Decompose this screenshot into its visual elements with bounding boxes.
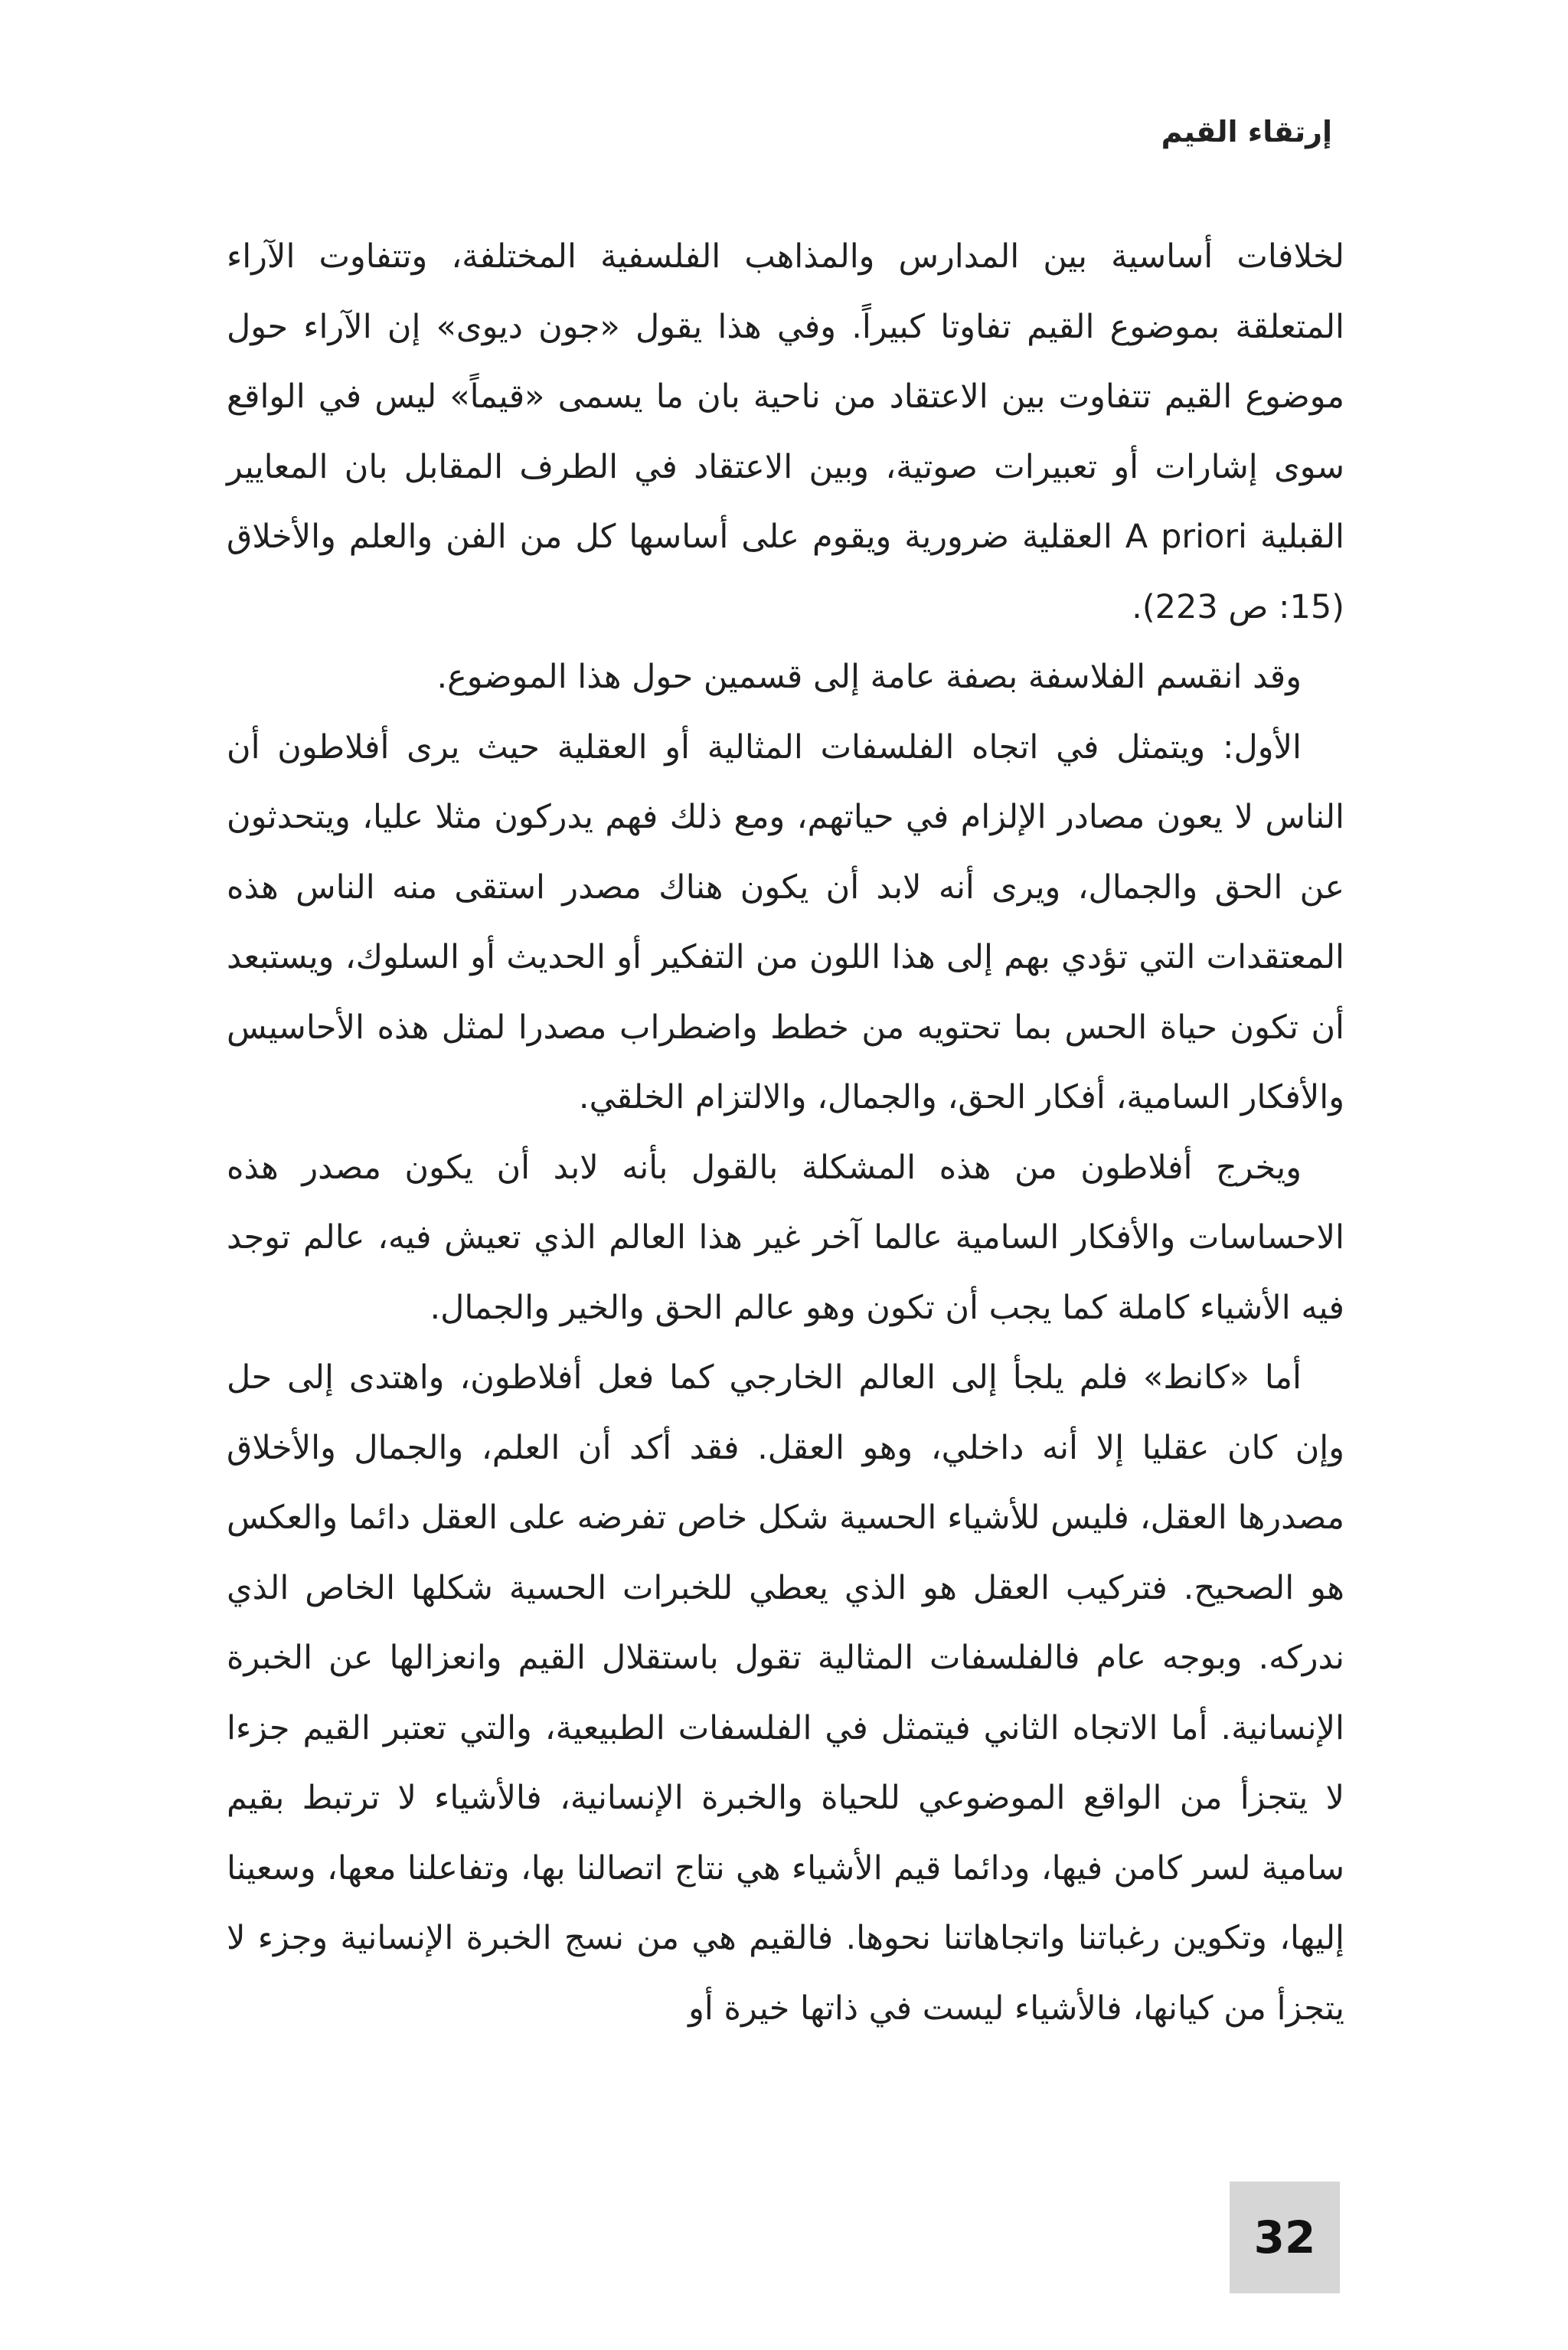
page-number: 32 <box>1253 2211 1316 2263</box>
paragraph: لخلافات أساسية بين المدارس والمذاهب الفلسفية المختلفة، وتتفاوت الآراء المتعلقة بموضوع القيم تفاوتا كبيراً. وفي هذا يقول «جون ديوى» إن الآراء حول موضوع القيم تتفاوت بين الاعتقاد من ناحية بان ما يسمى «قيماً» ليس في الواقع سوى إشارات أو تعبيرات صوتية، وبين الاعتقاد في الطرف المقابل بان المعايير القبلية A priori العقلية ضرورية ويقوم على أساسها كل من الفن والعلم والأخلاق (15: ص 223). <box>227 237 1344 626</box>
paragraph: وقد انقسم الفلاسفة بصفة عامة إلى قسمين حول هذا الموضوع. <box>436 658 1302 696</box>
page-number-box <box>1230 2182 1340 2293</box>
body-text <box>227 222 1344 2044</box>
paragraph: ويخرج أفلاطون من هذه المشكلة بالقول بأنه لابد أن يكون مصدر هذه الاحساسات والأفكار السامية عالما آخر غير هذا العالم الذي تعيش فيه، عالم توجد فيه الأشياء كاملة كما يجب أن تكون وهو عالم الحق والخير والجمال. <box>227 1148 1344 1327</box>
paragraph: أما «كانط» فلم يلجأ إلى العالم الخارجي كما فعل أفلاطون، واهتدى إلى حل وإن كان عقليا إلا أنه داخلي، وهو العقل. فقد أكد أن العلم، والجمال والأخلاق مصدرها العقل، فليس للأشياء الحسية شكل خاص تفرضه على العقل دائما والعكس هو الصحيح. فتركيب العقل هو الذي يعطي للخبرات الحسية شكلها الخاص الذي ندركه. وبوجه عام فالفلسفات المثالية تقول باستقلال القيم وانعزالها عن الخبرة الإنسانية. أما الاتجاه الثاني فيتمثل في الفلسفات الطبيعية، والتي تعتبر القيم جزءا لا يتجزأ من الواقع الموضوعي للحياة والخبرة الإنسانية، فالأشياء لا ترتبط بقيم سامية لسر كامن فيها، ودائما قيم الأشياء هي نتاج اتصالنا بها، وتفاعلنا معها، وسعينا إليها، وتكوين رغباتنا واتجاهاتنا نحوها. فالقيم هي من نسج الخبرة الإنسانية وجزء لا يتجزأ من كيانها، فالأشياء ليست في ذاتها خيرة أو <box>227 1358 1344 2028</box>
running-title: إرتقاء القيم <box>1161 115 1332 149</box>
paragraph: الأول: ويتمثل في اتجاه الفلسفات المثالية أو العقلية حيث يرى أفلاطون أن الناس لا يعون مصادر الإلزام في حياتهم، ومع ذلك فهم يدركون مثلا عليا، ويتحدثون عن الحق والجمال، ويرى أنه لابد أن يكون هناك مصدر استقى منه الناس هذه المعتقدات التي تؤدي بهم إلى هذا اللون من التفكير أو الحديث أو السلوك، ويستبعد أن تكون حياة الحس بما تحتويه من خطط واضطراب مصدرا لمثل هذه الأحاسيس والأفكار السامية، أفكار الحق، والجمال، والالتزام الخلقي. <box>227 727 1344 1116</box>
